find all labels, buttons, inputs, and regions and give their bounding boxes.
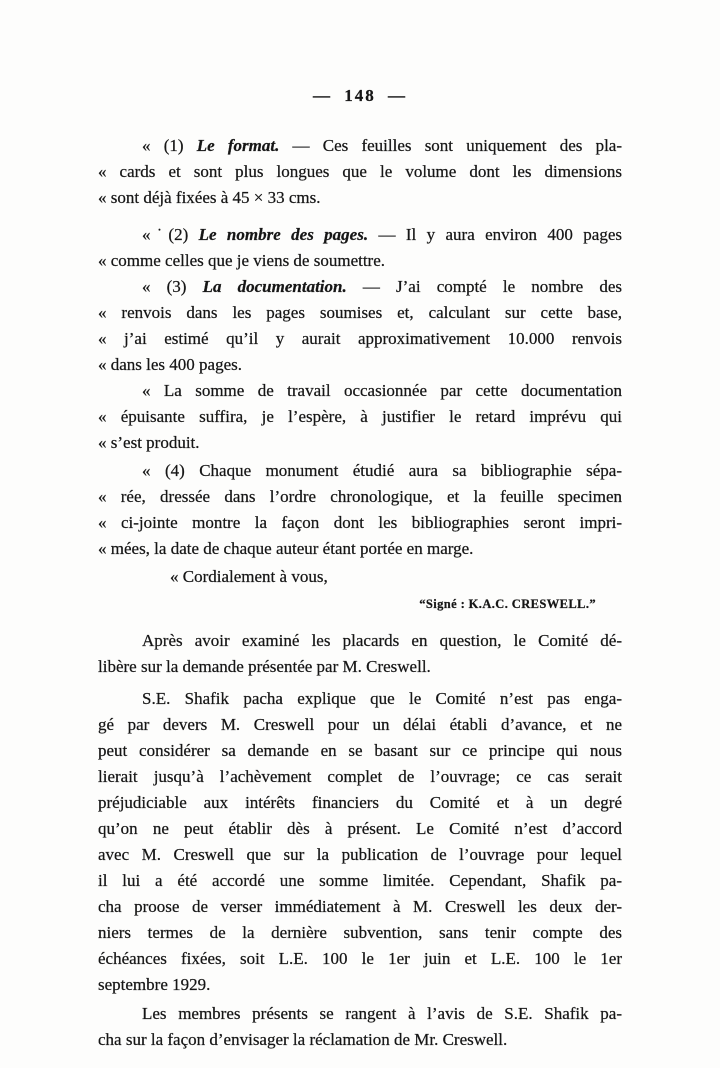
text-line: « j’ai estimé qu’il y aurait approximativement 10.000 renvois	[98, 329, 622, 348]
paragraph-2-nombre-des-pages	[98, 222, 622, 274]
italic-heading-le-format: Le format.	[196, 136, 280, 155]
text-line: niers termes de la dernière subvention, sans tenir compte des	[98, 923, 622, 942]
paragraph-7-shafik-pacha	[98, 686, 622, 998]
quote-mark-segment: «˙(2)	[142, 225, 199, 244]
text-line: « dans les 400 pages.	[98, 355, 243, 374]
text-line	[98, 222, 622, 248]
text-line: cha proose de verser immédiatement à M. Creswell les deux der-	[98, 897, 622, 916]
italic-heading-nombre-des-pages: Le nombre des pages.	[198, 225, 369, 244]
page-content	[98, 86, 622, 1053]
text-line: « mées, la date de chaque auteur étant portée en marge.	[98, 539, 474, 558]
text-segment: — Ces feuilles sont uniquement des pla-	[279, 136, 622, 155]
page-number: — 148 —	[313, 86, 407, 105]
text-line: septembre 1929.	[98, 975, 211, 994]
text-line: échéances fixées, soit L.E. 100 le 1er juin et L.E. 100 le 1er	[98, 949, 622, 968]
text-line: qu’on ne peut établir dès à présent. Le Comité n’est d’accord	[98, 819, 622, 838]
quote-mark-segment: « (3)	[142, 277, 203, 296]
text-line: préjudiciable aux intérêts financiers du Comité et à un degré	[98, 793, 622, 812]
text-line: « rée, dressée dans l’ordre chronologique, et la feuille specimen	[98, 487, 622, 506]
italic-heading-la-documentation: La documentation.	[202, 277, 347, 296]
text-line: « sont déjà fixées à 45 × 33 cms.	[98, 188, 321, 207]
text-line: « comme celles que je viens de soumettre.	[98, 251, 386, 270]
text-line: « épuisante suffira, je l’espère, à justifier le retard imprévu qui	[98, 407, 622, 426]
text-line	[98, 274, 622, 300]
text-segment: — J’ai compté le nombre des	[346, 277, 622, 296]
text-line: peut considérer sa demande en se basant sur ce principe qui nous	[98, 741, 622, 760]
closing-salutation: « Cordialement à vous,	[170, 567, 328, 586]
paragraph-5-bibliographie	[98, 458, 622, 562]
text-segment: — Il y aura environ 400 pages	[368, 225, 623, 244]
text-line	[98, 133, 622, 159]
text-line: libère sur la demande présentée par M. Creswell.	[98, 657, 431, 676]
paragraph-3-la-documentation	[98, 274, 622, 378]
text-line: gé par devers M. Creswell pour un délai établi d’avance, et ne	[98, 715, 622, 734]
text-line: « renvois dans les pages soumises et, calculant sur cette base,	[98, 303, 622, 322]
quote-mark-segment: « (1)	[142, 136, 197, 155]
signature-creswell: “Signé : K.A.C. CRESWELL.”	[419, 597, 596, 611]
text-line: « ci-jointe montre la façon dont les bibliographies seront impri-	[98, 513, 622, 532]
text-line: Après avoir examiné les placards en question, le Comité dé-	[142, 631, 622, 650]
text-line: S.E. Shafik pacha explique que le Comité n’est pas enga-	[142, 689, 622, 708]
paragraph-1-le-format	[98, 133, 622, 211]
text-line: avec M. Creswell que sur la publication de l’ouvrage pour lequel	[98, 845, 622, 864]
paragraph-8-membres-presents	[98, 1001, 622, 1053]
text-line: « s’est produit.	[98, 433, 200, 452]
paragraph-6-apres-examen	[98, 628, 622, 680]
paragraph-4-somme-de-travail	[98, 378, 622, 456]
text-line: « La somme de travail occasionnée par cette documentation	[142, 381, 622, 400]
text-line: lierait jusqu’à l’achèvement complet de l’ouvrage; ce cas serait	[98, 767, 622, 786]
text-line: Les membres présents se rangent à l’avis de S.E. Shafik pa-	[142, 1004, 622, 1023]
text-line: « cards et sont plus longues que le volume dont les dimensions	[98, 162, 622, 181]
text-line: il lui a été accordé une somme limitée. Cependant, Shafik pa-	[98, 871, 622, 890]
text-line: « (4) Chaque monument étudié aura sa bibliographie sépa-	[142, 461, 622, 480]
text-line: cha sur la façon d’envisager la réclamation de Mr. Creswell.	[98, 1030, 508, 1049]
